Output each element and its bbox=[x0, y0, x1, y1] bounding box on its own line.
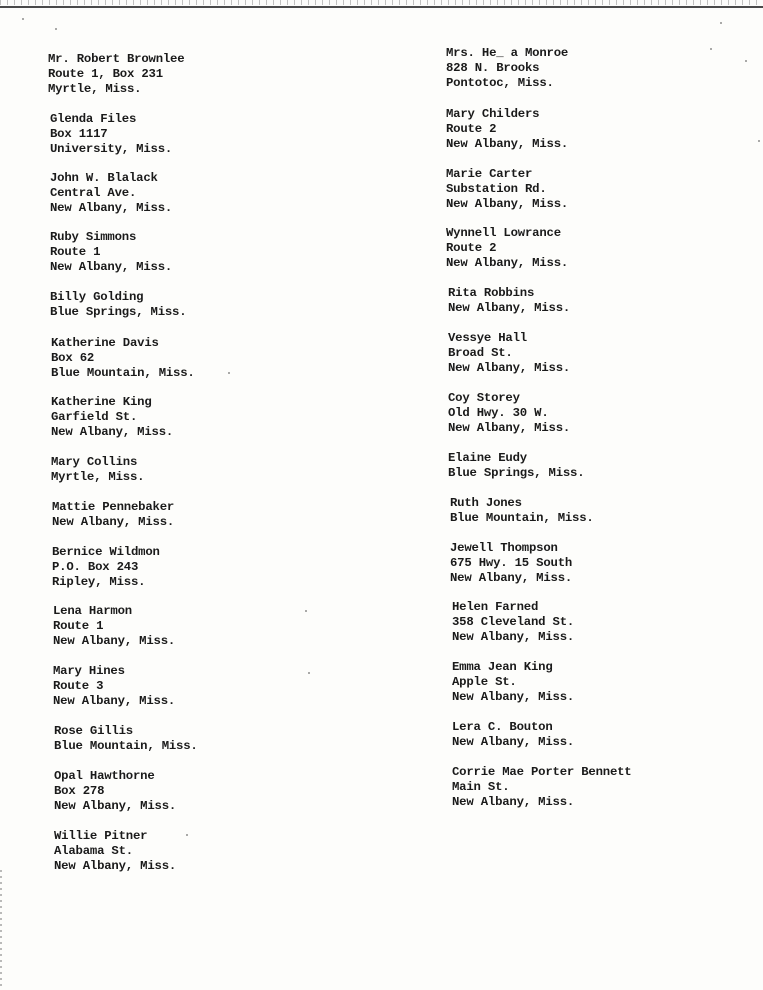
address-line: Alabama St. bbox=[54, 844, 133, 858]
address-entry bbox=[448, 331, 570, 376]
address-line: New Albany, Miss. bbox=[452, 630, 575, 644]
address-entry bbox=[452, 720, 574, 750]
address-line: 358 Cleveland St. bbox=[452, 615, 575, 629]
address-entry bbox=[51, 395, 173, 440]
address-line: Pontotoc, Miss. bbox=[446, 76, 554, 90]
speck bbox=[228, 372, 230, 374]
address-entry bbox=[452, 765, 631, 810]
address-line: Old Hwy. 30 W. bbox=[448, 406, 549, 420]
address-name: Lera C. Bouton bbox=[452, 720, 553, 734]
speck bbox=[22, 18, 24, 20]
address-line: 675 Hwy. 15 South bbox=[450, 556, 573, 570]
address-line: New Albany, Miss. bbox=[54, 859, 177, 873]
address-line: New Albany, Miss. bbox=[50, 260, 173, 274]
address-line: Route 2 bbox=[446, 241, 497, 255]
address-name: Katherine King bbox=[51, 395, 152, 409]
address-entry bbox=[52, 500, 174, 530]
speck bbox=[745, 60, 747, 62]
address-line: New Albany, Miss. bbox=[51, 425, 174, 439]
speck bbox=[186, 834, 188, 836]
address-entry bbox=[452, 600, 574, 645]
address-line: New Albany, Miss. bbox=[53, 694, 176, 708]
address-line: Route 1 bbox=[53, 619, 104, 633]
address-line: New Albany, Miss. bbox=[52, 515, 175, 529]
address-name: Mattie Pennebaker bbox=[52, 500, 175, 514]
address-entry bbox=[448, 391, 570, 436]
address-line: Box 1117 bbox=[50, 127, 108, 141]
address-name: Bernice Wildmon bbox=[52, 545, 160, 559]
address-entry bbox=[50, 230, 172, 275]
address-line: Blue Springs, Miss. bbox=[448, 466, 585, 480]
address-entry bbox=[54, 769, 176, 814]
address-name: Mary Collins bbox=[51, 455, 138, 469]
address-entry bbox=[448, 451, 584, 481]
address-line: New Albany, Miss. bbox=[446, 137, 569, 151]
address-name: Billy Golding bbox=[50, 290, 144, 304]
address-line: New Albany, Miss. bbox=[452, 735, 575, 749]
address-entry bbox=[50, 290, 186, 320]
address-line: Broad St. bbox=[448, 346, 513, 360]
address-name: Mr. Robert Brownlee bbox=[48, 52, 185, 66]
address-name: Corrie Mae Porter Bennett bbox=[452, 765, 632, 779]
address-entry bbox=[53, 604, 175, 649]
speck bbox=[758, 140, 760, 142]
address-entry bbox=[51, 336, 195, 381]
address-entry bbox=[446, 167, 568, 212]
address-line: Apple St. bbox=[452, 675, 517, 689]
address-entry bbox=[52, 545, 160, 590]
address-entry bbox=[446, 107, 568, 152]
address-line: University, Miss. bbox=[50, 142, 173, 156]
address-entry bbox=[54, 829, 176, 874]
address-name: Wynnell Lowrance bbox=[446, 226, 561, 240]
address-name: Willie Pitner bbox=[54, 829, 148, 843]
address-line: Blue Springs, Miss. bbox=[50, 305, 187, 319]
address-entry bbox=[50, 171, 172, 216]
address-entry bbox=[446, 46, 568, 91]
address-line: Route 2 bbox=[446, 122, 497, 136]
address-line: Route 1, Box 231 bbox=[48, 67, 163, 81]
address-line: New Albany, Miss. bbox=[452, 690, 575, 704]
address-entry bbox=[450, 541, 572, 586]
address-name: Ruth Jones bbox=[450, 496, 522, 510]
address-name: Katherine Davis bbox=[51, 336, 159, 350]
address-name: Ruby Simmons bbox=[50, 230, 137, 244]
address-line: Ripley, Miss. bbox=[52, 575, 146, 589]
address-line: Blue Mountain, Miss. bbox=[51, 366, 195, 380]
address-entry bbox=[450, 496, 594, 526]
address-line: New Albany, Miss. bbox=[448, 301, 571, 315]
speck bbox=[305, 610, 307, 612]
address-name: Mary Childers bbox=[446, 107, 540, 121]
address-line: New Albany, Miss. bbox=[450, 571, 573, 585]
address-entry bbox=[452, 660, 574, 705]
address-line: P.O. Box 243 bbox=[52, 560, 139, 574]
address-entry bbox=[51, 455, 144, 485]
address-name: Emma Jean King bbox=[452, 660, 553, 674]
address-line: New Albany, Miss. bbox=[448, 361, 571, 375]
address-entry bbox=[48, 52, 184, 97]
address-name: Elaine Eudy bbox=[448, 451, 527, 465]
speck bbox=[55, 28, 57, 30]
address-name: Jewell Thompson bbox=[450, 541, 558, 555]
address-line: New Albany, Miss. bbox=[50, 201, 173, 215]
address-name: Glenda Files bbox=[50, 112, 137, 126]
address-entry bbox=[53, 664, 175, 709]
address-name: Rose Gillis bbox=[54, 724, 133, 738]
address-name: John W. Blalack bbox=[50, 171, 158, 185]
address-name: Opal Hawthorne bbox=[54, 769, 155, 783]
address-line: New Albany, Miss. bbox=[452, 795, 575, 809]
address-line: New Albany, Miss. bbox=[448, 421, 571, 435]
address-entry bbox=[54, 724, 198, 754]
speck bbox=[308, 672, 310, 674]
address-line: New Albany, Miss. bbox=[54, 799, 177, 813]
address-line: 828 N. Brooks bbox=[446, 61, 540, 75]
address-line: New Albany, Miss. bbox=[53, 634, 176, 648]
address-line: Myrtle, Miss. bbox=[48, 82, 142, 96]
address-name: Marie Carter bbox=[446, 167, 533, 181]
address-line: New Albany, Miss. bbox=[446, 197, 569, 211]
address-name: Rita Robbins bbox=[448, 286, 535, 300]
address-name: Helen Farned bbox=[452, 600, 539, 614]
address-name: Mrs. He_ a Monroe bbox=[446, 46, 569, 60]
address-line: Blue Mountain, Miss. bbox=[54, 739, 198, 753]
address-line: Box 278 bbox=[54, 784, 105, 798]
address-line: Central Ave. bbox=[50, 186, 137, 200]
top-rule bbox=[0, 6, 763, 8]
address-line: Box 62 bbox=[51, 351, 95, 365]
address-entry bbox=[446, 226, 568, 271]
address-line: Garfield St. bbox=[51, 410, 138, 424]
address-line: Main St. bbox=[452, 780, 510, 794]
address-entry bbox=[50, 112, 172, 157]
speck bbox=[720, 22, 722, 24]
address-line: Myrtle, Miss. bbox=[51, 470, 145, 484]
speck bbox=[710, 48, 712, 50]
address-line: New Albany, Miss. bbox=[446, 256, 569, 270]
address-name: Lena Harmon bbox=[53, 604, 132, 618]
left-edge-texture bbox=[0, 870, 2, 990]
address-name: Coy Storey bbox=[448, 391, 520, 405]
address-name: Vessye Hall bbox=[448, 331, 527, 345]
address-line: Blue Mountain, Miss. bbox=[450, 511, 594, 525]
top-edge-texture bbox=[0, 0, 763, 5]
address-line: Route 1 bbox=[50, 245, 101, 259]
address-line: Substation Rd. bbox=[446, 182, 547, 196]
address-name: Mary Hines bbox=[53, 664, 125, 678]
address-entry bbox=[448, 286, 570, 316]
address-line: Route 3 bbox=[53, 679, 104, 693]
